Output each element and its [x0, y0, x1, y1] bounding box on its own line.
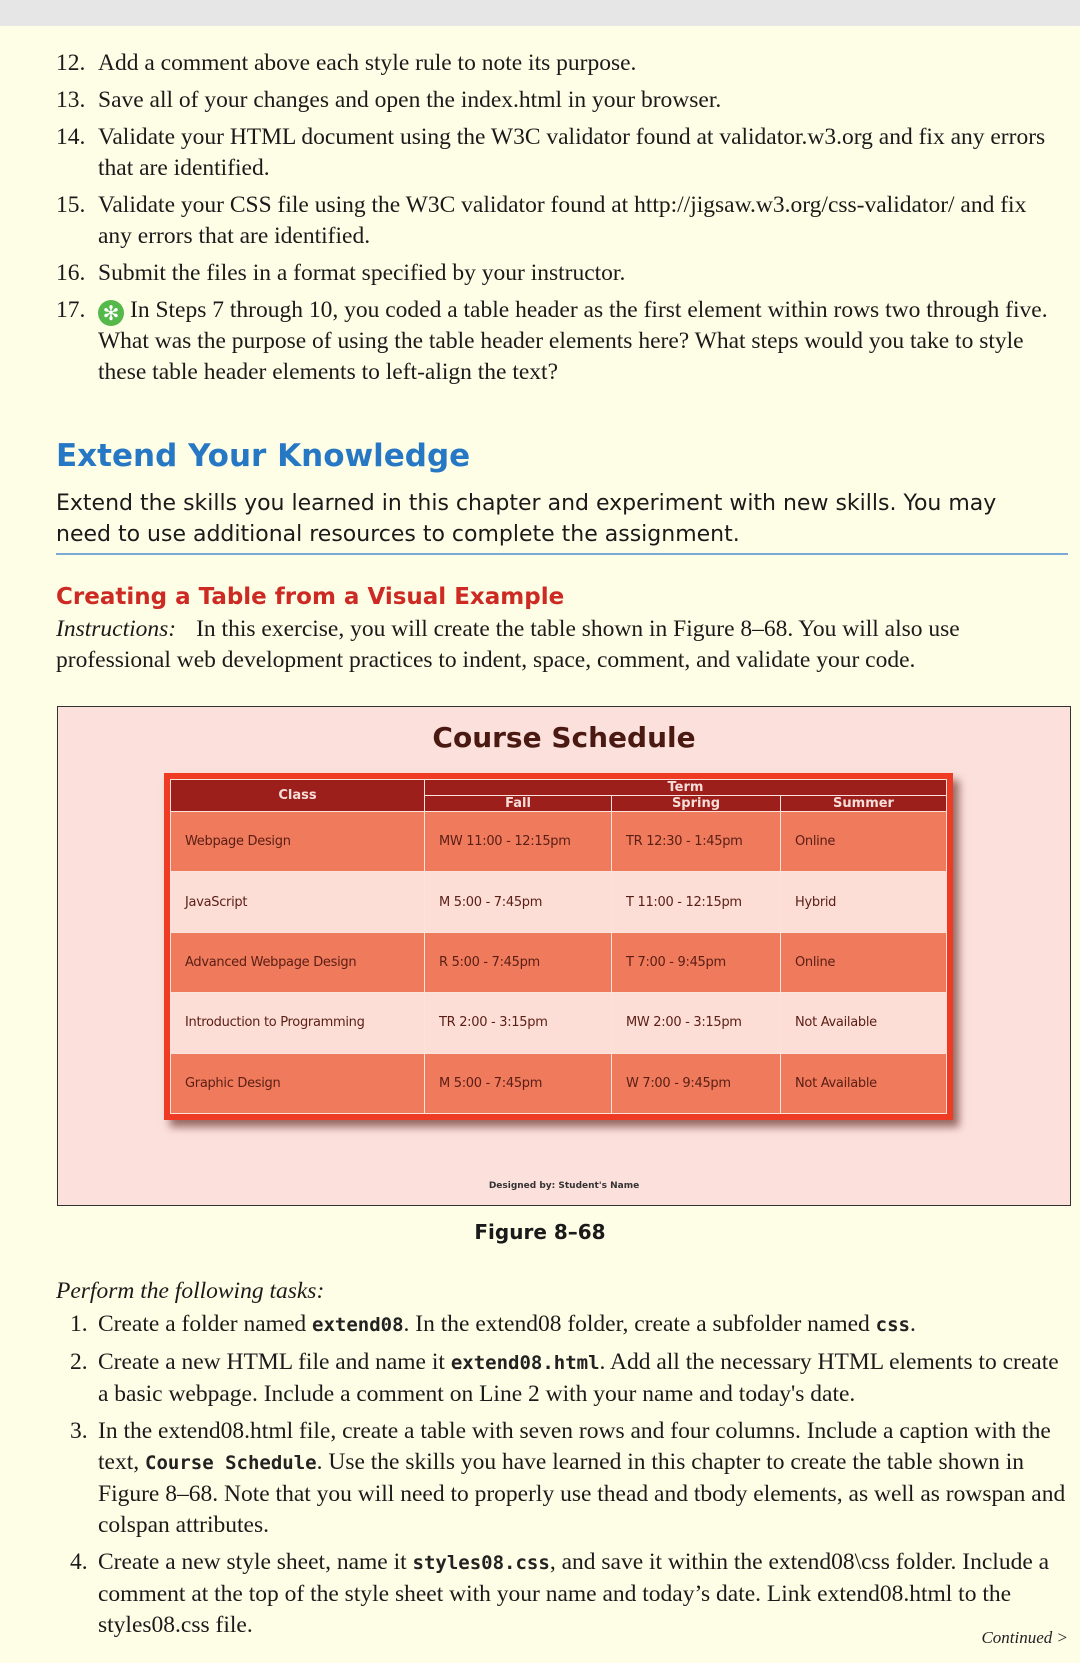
- task-text: . Add all the necessary HTML elements to create a basic webpage. Include a comment on Line 2 with your name and today's date.: [98, 1349, 1059, 1407]
- task-item: [70, 1547, 1070, 1641]
- code-term: css: [875, 1314, 910, 1336]
- cell-summer: Online: [781, 812, 947, 872]
- code-term: extend08: [312, 1314, 404, 1336]
- section-divider: [56, 553, 1068, 555]
- schedule-table-frame: [164, 773, 953, 1120]
- tasks-list: [70, 1309, 1070, 1647]
- cell-fall: M 5:00 - 7:45pm: [425, 1053, 612, 1113]
- instructions-text: In this exercise, you will create the table shown in Figure 8–68. You will also use professional web development practices to indent, space, comment, and validate your code.: [56, 616, 960, 673]
- cell-summer: Hybrid: [781, 872, 947, 932]
- figure-caption: Figure 8–68: [474, 1220, 606, 1244]
- step-item: [56, 85, 1066, 116]
- step-number: 17.: [56, 297, 86, 323]
- cell-fall: MW 11:00 - 12:15pm: [425, 812, 612, 872]
- step-text: Validate your HTML document using the W3C validator found at validator.w3.org and fix any errors that are identified.: [98, 124, 1046, 181]
- cell-summer: Online: [781, 932, 947, 992]
- step-text: Add a comment above each style rule to note its purpose.: [98, 50, 637, 76]
- task-text: Create a folder named: [98, 1311, 313, 1337]
- task-number: 3.: [70, 1418, 88, 1444]
- cell-class: Webpage Design: [171, 812, 425, 872]
- cell-fall: TR 2:00 - 3:15pm: [425, 993, 612, 1053]
- step-text: Validate your CSS file using the W3C validator found at http://jigsaw.w3.org/css-validator/ and fix any errors that are identified.: [98, 192, 1027, 249]
- cell-spring: W 7:00 - 9:45pm: [612, 1053, 781, 1113]
- step-number: 14.: [56, 124, 86, 150]
- step-item: [56, 190, 1066, 252]
- table-row: [171, 1053, 947, 1113]
- table-row: [171, 993, 947, 1053]
- task-text: Create a new HTML file and name it: [98, 1349, 451, 1375]
- task-number: 1.: [70, 1311, 88, 1337]
- table-row: [171, 812, 947, 872]
- header-term: Term: [425, 780, 947, 796]
- cell-spring: T 7:00 - 9:45pm: [612, 932, 781, 992]
- step-number: 12.: [56, 50, 86, 76]
- task-text: , and save it within the extend08\css folder. Include a comment at the top of the style sheet with your name and today’s date. Link extend08.html to the styles08.css file.: [98, 1549, 1050, 1638]
- cell-class: Introduction to Programming: [171, 993, 425, 1053]
- top-bar: [0, 0, 1080, 26]
- step-number: 13.: [56, 87, 86, 113]
- table-row: [171, 872, 947, 932]
- task-item: [70, 1347, 1070, 1410]
- code-term: extend08.html: [450, 1352, 600, 1374]
- header-class: Class: [171, 780, 425, 812]
- header-spring: Spring: [612, 796, 781, 812]
- task-text: . In the extend08 folder, create a subfolder named: [403, 1311, 876, 1337]
- step-number: 16.: [56, 260, 86, 286]
- step-text: In Steps 7 through 10, you coded a table header as the first element within rows two through five. What was the purpose of using the table header elements here? What steps would you take to style these table header elements to left-align the text?: [98, 297, 1048, 385]
- cell-class: Graphic Design: [171, 1053, 425, 1113]
- task-number: 2.: [70, 1349, 88, 1375]
- header-fall: Fall: [425, 796, 612, 812]
- cell-class: JavaScript: [171, 872, 425, 932]
- header-summer: Summer: [781, 796, 947, 812]
- tasks-intro: Perform the following tasks:: [56, 1278, 325, 1304]
- step-text: Submit the files in a format specified by your instructor.: [98, 260, 626, 286]
- exercise-instructions: [56, 614, 1066, 676]
- code-term: styles08.css: [412, 1552, 550, 1574]
- step-number: 15.: [56, 192, 86, 218]
- step-text: Save all of your changes and open the index.html in your browser.: [98, 87, 722, 113]
- cell-spring: MW 2:00 - 3:15pm: [612, 993, 781, 1053]
- section-title: Extend Your Knowledge: [56, 438, 471, 474]
- cell-spring: TR 12:30 - 1:45pm: [612, 812, 781, 872]
- continued-label: Continued >: [981, 1628, 1068, 1647]
- figure-credit: Designed by: Student's Name: [488, 1181, 640, 1191]
- cell-summer: Not Available: [781, 1053, 947, 1113]
- step-item: [56, 122, 1066, 184]
- cell-class: Advanced Webpage Design: [171, 932, 425, 992]
- task-number: 4.: [70, 1549, 88, 1575]
- schedule-table: [170, 779, 947, 1114]
- steps-list: [56, 48, 1066, 394]
- instructions-label: Instructions:: [56, 616, 177, 642]
- table-row: [171, 932, 947, 992]
- task-text: Create a new style sheet, name it: [98, 1549, 413, 1575]
- cell-fall: M 5:00 - 7:45pm: [425, 872, 612, 932]
- task-text: . Use the skills you have learned in this chapter to create the table shown in Figure 8–68. Note that you will need to properly use thead and tbody elements, as well as rowspan and colspan attributes.: [98, 1449, 1066, 1538]
- step-item: [56, 258, 1066, 289]
- task-text: .: [909, 1311, 916, 1337]
- task-item: [70, 1309, 1070, 1341]
- task-item: [70, 1416, 1070, 1541]
- cell-fall: R 5:00 - 7:45pm: [425, 932, 612, 992]
- cell-spring: T 11:00 - 12:15pm: [612, 872, 781, 932]
- step-item: [56, 48, 1066, 79]
- figure-table-caption: Course Schedule: [432, 721, 696, 754]
- code-term: Course Schedule: [145, 1452, 317, 1474]
- cell-summer: Not Available: [781, 993, 947, 1053]
- critical-thinking-icon: ✻: [98, 300, 124, 326]
- figure-image: [57, 706, 1071, 1206]
- task-text: In the extend08.html file, create a table with seven rows and four columns. Include a caption with the text,: [98, 1418, 1051, 1475]
- step-item: [56, 295, 1066, 388]
- exercise-title: Creating a Table from a Visual Example: [56, 584, 565, 610]
- section-description: Extend the skills you learned in this chapter and experiment with new skills. You may need to use additional resources to complete the assignment.: [56, 491, 997, 547]
